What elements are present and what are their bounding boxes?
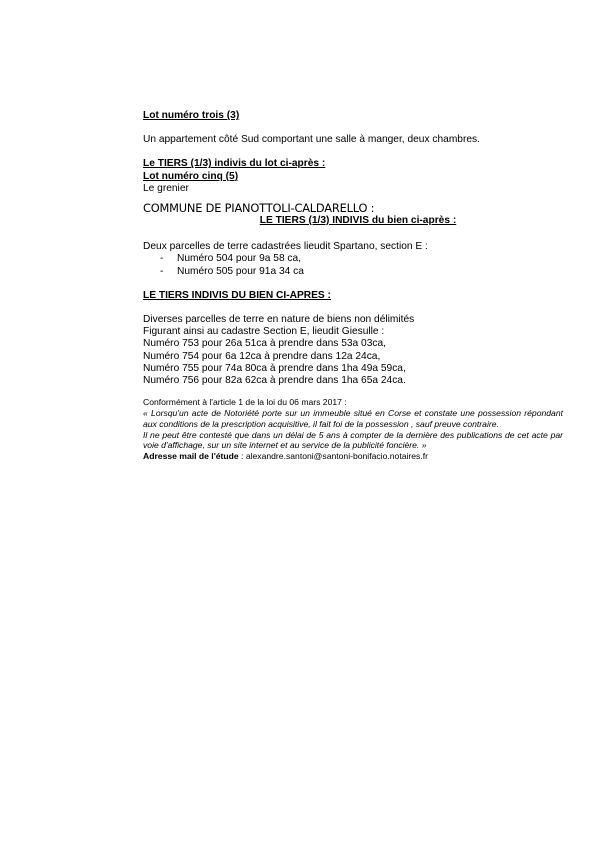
lot5-title: Lot numéro cinq (5)	[143, 170, 239, 182]
parcelles-list	[143, 253, 563, 277]
email-label: Adresse mail de l'étude	[143, 451, 239, 462]
tiers-bien-line: Diverses parcelles de terre en nature de biens non délimités	[143, 314, 415, 326]
tiers-bien-line: Numéro 754 pour 6a 12ca à prendre dans 12a 24ca,	[143, 350, 381, 362]
tiers-lot-heading: Le TIERS (1/3) indivis du lot ci-après :	[143, 158, 326, 170]
commune-subtitle: LE TIERS (1/3) INDIVIS du bien ci-après :	[259, 215, 457, 227]
tiers-bien-line: Numéro 755 pour 74a 80ca à prendre dans 1ha 49a 59ca,	[143, 362, 406, 374]
document-content	[143, 110, 563, 462]
email-address: alexandre.santoni@santoni-bonifacio.notaires.fr	[245, 451, 428, 462]
lot3-description: Un appartement côté Sud comportant une salle à manger, deux chambres.	[143, 134, 480, 146]
tiers-bien-line: Numéro 753 pour 26a 51ca à prendre dans 53a 03ca,	[143, 338, 386, 350]
commune-title: COMMUNE DE PIANOTTOLI-CALDARELLO :	[143, 201, 375, 216]
list-item: - Numéro 505 pour 91a 34 ca	[143, 266, 563, 278]
tiers-bien-line: Figurant ainsi au cadastre Section E, lieudit Giesulle :	[143, 326, 385, 338]
email-line	[143, 451, 563, 462]
parcelles-intro: Deux parcelles de terre cadastrées lieudit Spartano, section E :	[143, 241, 428, 253]
email-separator: :	[238, 451, 246, 462]
lot5-description: Le grenier	[143, 182, 189, 194]
tiers-bien-line: Numéro 756 pour 82a 62ca à prendre dans 1ha 65a 24ca.	[143, 375, 406, 387]
legal-notice	[143, 397, 563, 462]
list-item: - Numéro 504 pour 9a 58 ca,	[143, 253, 563, 265]
legal-quote-1: « Lorsqu'un acte de Notoriété porte sur un immeuble situé en Corse et constate une possession répondant aux conditions de la prescription acquisitive, il fait foi de la possession , sauf preuve contraire.	[143, 408, 563, 429]
lot3-title: Lot numéro trois (3)	[143, 110, 240, 121]
tiers-bien-heading: LE TIERS INDIVIS DU BIEN CI-APRES :	[143, 289, 331, 301]
legal-quote-2: Il ne peut être contesté que dans un délai de 5 ans à compter de la dernière des publications de cet acte par voie d'affichage, sur un site internet et au service de la publicité foncière. »	[143, 429, 563, 451]
legal-intro: Conformément à l'article 1 de la loi du 06 mars 2017 :	[143, 397, 347, 408]
